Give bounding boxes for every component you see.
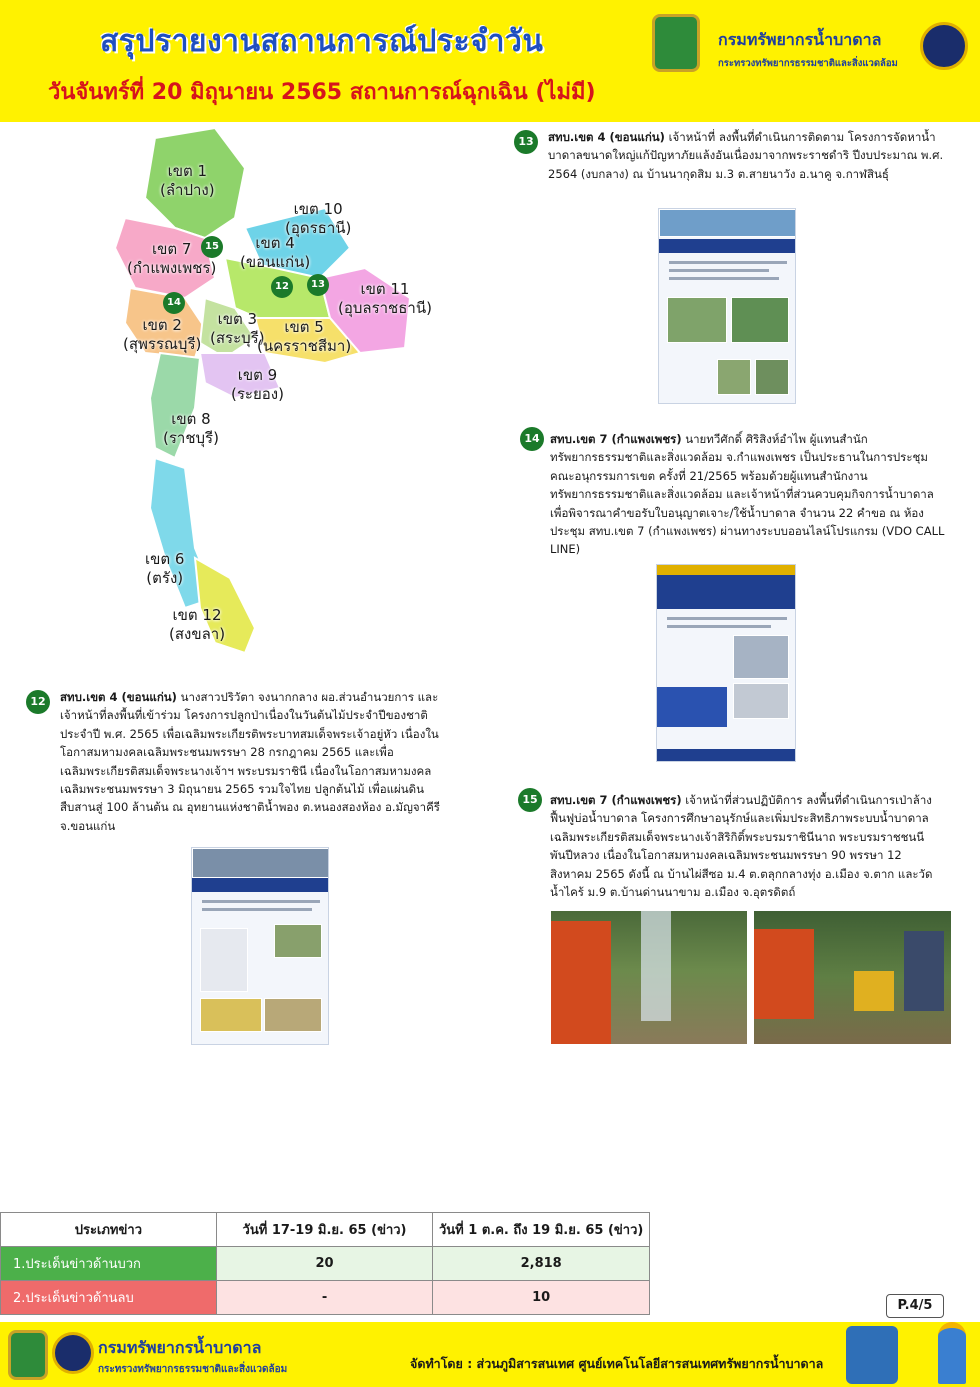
map-label-region-4: เขต 4 (ขอนแก่น) — [240, 234, 311, 271]
footer-ministry: กระทรวงทรัพยากรธรรมชาติและสิ่งแวดล้อม — [98, 1364, 288, 1375]
news-summary-table — [0, 1212, 650, 1315]
footer-credit: จัดทำโดย : ส่วนภูมิสารสนเทศ ศูนย์เทคโนโลยีสารสนเทศทรัพยากรน้ำบาดาล — [410, 1356, 824, 1371]
map-badge-15: 15 — [201, 236, 223, 258]
footer-ministry-seal — [52, 1332, 94, 1374]
table-header-type: ประเภทข่าว — [1, 1213, 217, 1247]
item-15-photo-2 — [754, 911, 951, 1044]
footer-org-name: กรมทรัพยากรน้ำบาดาล — [98, 1338, 262, 1357]
map-label-region-6: เขต 6 (ตรัง) — [145, 550, 185, 587]
item-14-head: สทบ.เขต 7 (กำแพงเพชร) — [550, 432, 682, 446]
map-label-region-9: เขต 9 (ระยอง) — [231, 366, 284, 403]
news-item-13 — [548, 128, 948, 183]
map-label-region-7: เขต 7 (กำแพงเพชร) — [127, 240, 217, 277]
row-positive-cumulative: 2,818 — [433, 1247, 650, 1281]
item-14-badge: 14 — [520, 427, 544, 451]
item-13-badge: 13 — [514, 130, 538, 154]
map-label-region-2: เขต 2 (สุพรรณบุรี) — [123, 316, 202, 353]
table-row — [1, 1281, 650, 1315]
footer-banner — [0, 1322, 980, 1387]
footer-department-logo — [8, 1330, 48, 1380]
header-banner — [0, 0, 980, 122]
header-ministry: กระทรวงทรัพยากรธรรมชาติและสิ่งแวดล้อม — [718, 58, 898, 69]
map-label-region-11: เขต 11 (อุบลราชธานี) — [338, 280, 432, 317]
row-negative-label: 2.ประเด็นข่าวด้านลบ — [1, 1281, 217, 1315]
page-title: สรุปรายงานสถานการณ์ประจำวัน — [100, 24, 544, 59]
map-badge-13: 13 — [307, 274, 329, 296]
ministry-seal — [920, 22, 968, 70]
item-12-poster — [191, 847, 329, 1045]
map-label-region-10: เขต 10 (อุดรธานี) — [285, 200, 352, 237]
news-item-12 — [60, 688, 452, 835]
map-label-region-1: เขต 1 (ลำปาง) — [160, 162, 215, 199]
table-header-row — [1, 1213, 650, 1247]
item-13-body: เจ้าหน้าที่ ลงพื้นที่ดำเนินการติดตาม โครงการจัดหาน้ำบาดาลขนาดใหญ่แก้ปัญหาภัยแล้งอันเนื่องมาจากพระราชดำริ ปีงบประมาณ พ.ศ. 2564 (งบกลาง) ณ บ้านนากุดสิม ม.3 ต.สายนาวัง อ.นาคู จ.กาฬสินธุ์ — [548, 130, 944, 181]
map-label-region-8: เขต 8 (ราชบุรี) — [163, 410, 219, 447]
table-row — [1, 1247, 650, 1281]
item-14-body: นายทวีศักดิ์ ศิริสิงห์อำไพ ผู้แทนสำนักทรัพยากรธรรมชาติและสิ่งแวดล้อม จ.กำแพงเพชร เป็นประธานในการประชุมคณะอนุกรรมการเขต ครั้งที่ 21/2565 พร้อมด้วยผู้แทนสำนักงานทรัพยากรธรรมชาติและสิ่งแวดล้อม และเจ้าหน้าที่ส่วนควบคุมกิจการน้ำบาดาล เพื่อพิจารณาคำขอรับใบอนุญาตเจาะ/ใช้น้ำบาดาล จำนวน 22 คำขอ ณ ห้องประชุม สทบ.เขต 7 (กำแพงเพชร) ผ่านทางระบบออนไลน์โปรแกรม (VDO CALL LINE) — [550, 432, 945, 557]
drilling-rig-illustration — [846, 1326, 898, 1384]
news-item-15 — [550, 791, 946, 901]
page-subtitle: วันจันทร์ที่ 20 มิถุนายน 2565 สถานการณ์ฉุกเฉิน (ไม่มี) — [48, 80, 596, 105]
water-tower-illustration — [938, 1322, 966, 1384]
item-15-badge: 15 — [518, 788, 542, 812]
item-12-head: สทบ.เขต 4 (ขอนแก่น) — [60, 690, 177, 704]
page-number: P.4/5 — [886, 1294, 944, 1318]
map-badge-12: 12 — [271, 276, 293, 298]
row-negative-cumulative: 10 — [433, 1281, 650, 1315]
table-header-cumulative: วันที่ 1 ต.ค. ถึง 19 มิ.ย. 65 (ข่าว) — [433, 1213, 650, 1247]
row-positive-period: 20 — [216, 1247, 433, 1281]
row-negative-period: - — [216, 1281, 433, 1315]
table-header-period: วันที่ 17-19 มิ.ย. 65 (ข่าว) — [216, 1213, 433, 1247]
item-15-body: เจ้าหน้าที่ส่วนปฏิบัติการ ลงพื้นที่ดำเนินการเป่าล้างฟื้นฟูบ่อน้ำบาดาล โครงการศึกษาอนุรักษ์และเพิ่มประสิทธิภาพระบบน้ำบาดาลเฉลิมพระเกียรติสมเด็จพระนางเจ้าสิริกิติ์พระบรมราชินีนาถ พระบรมราชชนนีพันปีหลวง เนื่องในโอกาสมหามงคลเฉลิมพระชนมพรรษา 90 พรรษา 12 สิงหาคม 2565 ดังนี้ ณ บ้านไผ่สีซอ ม.4 ต.ตลุกกลางทุ่ง อ.เมือง จ.ตาก และวัดน้ำไคร้ ม.9 ต.บ้านด่านนาขาม อ.เมือง จ.อุตรดิตถ์ — [550, 793, 933, 899]
row-positive-label: 1.ประเด็นข่าวด้านบวก — [1, 1247, 217, 1281]
item-15-head: สทบ.เขต 7 (กำแพงเพชร) — [550, 793, 682, 807]
news-item-14 — [550, 430, 946, 559]
map-label-region-5: เขต 5 (นครราชสีมา) — [257, 318, 352, 355]
item-14-poster — [656, 564, 796, 762]
item-12-body: นางสาวปริวัตา จงนากกลาง ผอ.ส่วนอำนวยการ และเจ้าหน้าที่ลงพื้นที่เข้าร่วม โครงการปลูกป่าเนื่องในวันต้นไม้ประจำปีของชาติ ประจำปี พ.ศ. 2565 เพื่อเฉลิมพระเกียรติพระบาทสมเด็จพระเจ้าอยู่หัว เนื่องในโอกาสมหามงคลเฉลิมพระชนมพรรษา 28 กรกฎาคม 2565 และเพื่อเฉลิมพระเกียรติสมเด็จพระนางเจ้าฯ พระบรมราชินี เนื่องในโอกาสมหามงคลเฉลิมพระชนมพรรษา 3 มิถุนายน 2565 รวมใจไทย ปลูกต้นไม้ เพื่อแผ่นดินสืบสานสู่ 100 ล้านต้น ณ อุทยานแห่งชาติน้ำพอง ต.หนองสองห้อง อ.มัญจาคีรี จ.ขอนแก่น — [60, 690, 440, 833]
map-badge-14: 14 — [163, 292, 185, 314]
thailand-region-map — [105, 128, 432, 668]
map-label-region-3: เขต 3 (สระบุรี) — [210, 310, 265, 347]
item-15-photo-1 — [551, 911, 747, 1044]
header-org-name: กรมทรัพยากรน้ำบาดาล — [718, 30, 882, 49]
item-12-badge: 12 — [26, 690, 50, 714]
department-logo — [652, 14, 700, 72]
map-label-region-12: เขต 12 (สงขลา) — [169, 606, 226, 643]
item-13-poster — [658, 208, 796, 404]
item-13-head: สทบ.เขต 4 (ขอนแก่น) — [548, 130, 665, 144]
